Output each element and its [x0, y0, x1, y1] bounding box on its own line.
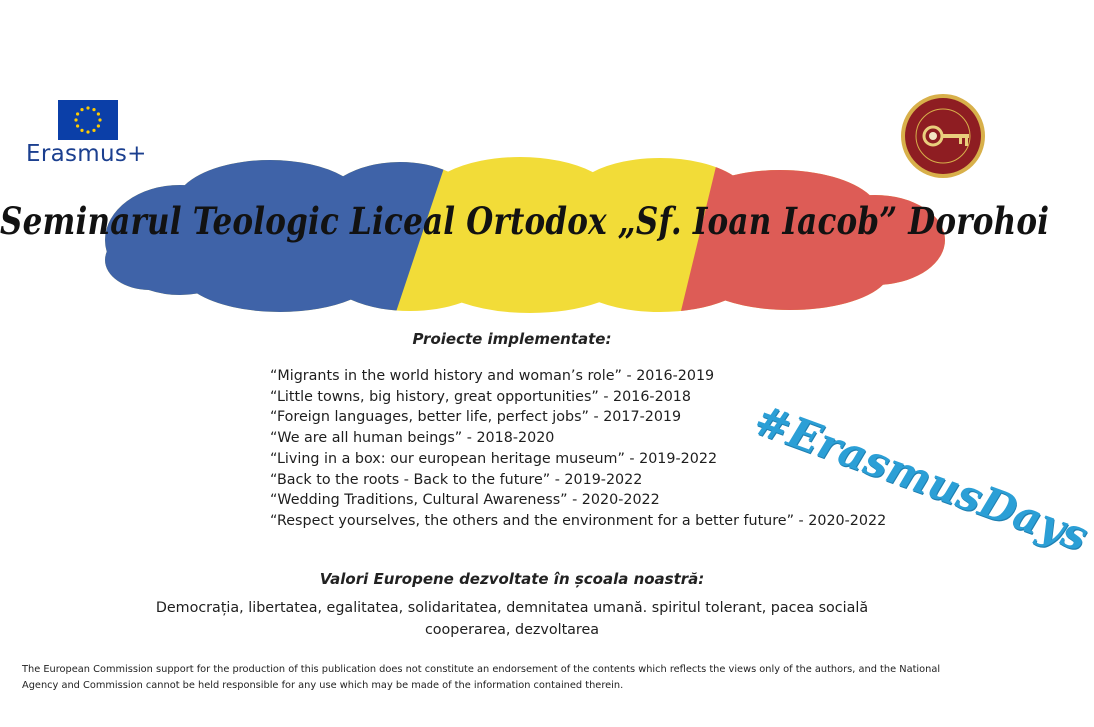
- eu-star-icon: [86, 106, 89, 109]
- project-item: “Foreign languages, better life, perfect jobs” - 2017-2019: [270, 409, 682, 426]
- values-text: [100, 597, 924, 641]
- values-line: cooperarea, dezvoltarea: [424, 622, 600, 638]
- eu-disclaimer: [22, 662, 1012, 694]
- eu-star-icon: [74, 118, 77, 121]
- eu-flag-icon: [58, 100, 118, 140]
- eu-star-icon: [97, 124, 100, 127]
- projects-list: [270, 366, 886, 532]
- eu-star-icon: [92, 108, 95, 111]
- project-item: “Living in a box: our european heritage museum” - 2019-2022: [270, 450, 718, 467]
- project-item: “Little towns, big history, great opportunities” - 2016-2018: [270, 388, 691, 405]
- erasmus-plus-wordmark: Erasmus+: [26, 141, 147, 167]
- eu-flag-logo: [58, 100, 118, 140]
- eu-star-icon: [76, 124, 79, 127]
- project-item: “Wedding Traditions, Cultural Awareness” - 2020-2022: [270, 492, 660, 509]
- eu-star-icon: [80, 108, 83, 111]
- eu-star-icon: [86, 130, 89, 133]
- project-item: “Back to the roots - Back to the future” - 2019-2022: [270, 471, 643, 488]
- values-heading: Valori Europene dezvoltate în școala noastră:: [319, 570, 705, 588]
- project-item: “Migrants in the world history and woman’s role” - 2016-2019: [270, 368, 715, 384]
- project-item: “We are all human beings” - 2018-2020: [270, 430, 555, 447]
- eu-star-icon: [80, 129, 83, 132]
- eu-star-icon: [97, 112, 100, 115]
- eu-star-icon: [92, 129, 95, 132]
- projects-heading: Proiecte implementate:: [412, 330, 612, 348]
- eu-star-icon: [98, 118, 101, 121]
- values-line: Democrația, libertatea, egalitatea, solidaritatea, demnitatea umană. spiritul tolerant, pacea socială: [155, 600, 869, 616]
- project-item: “Respect yourselves, the others and the environment for a better future” - 2020-2022: [270, 512, 887, 529]
- school-title: Seminarul Teologic Liceal Ortodox „Sf. Ioan Iacob” Dorohoi: [0, 200, 1050, 244]
- disclaimer-line: The European Commission support for the production of this publication does not constitute an endorsement of the contents which reflects the views only of the authors, and the National: [22, 664, 941, 675]
- disclaimer-line: Agency and Commission cannot be held responsible for any use which may be made of the information contained therein.: [22, 680, 624, 691]
- erasmus-days-hashtag: #ErasmusDays: [748, 395, 1094, 561]
- eu-star-icon: [76, 112, 79, 115]
